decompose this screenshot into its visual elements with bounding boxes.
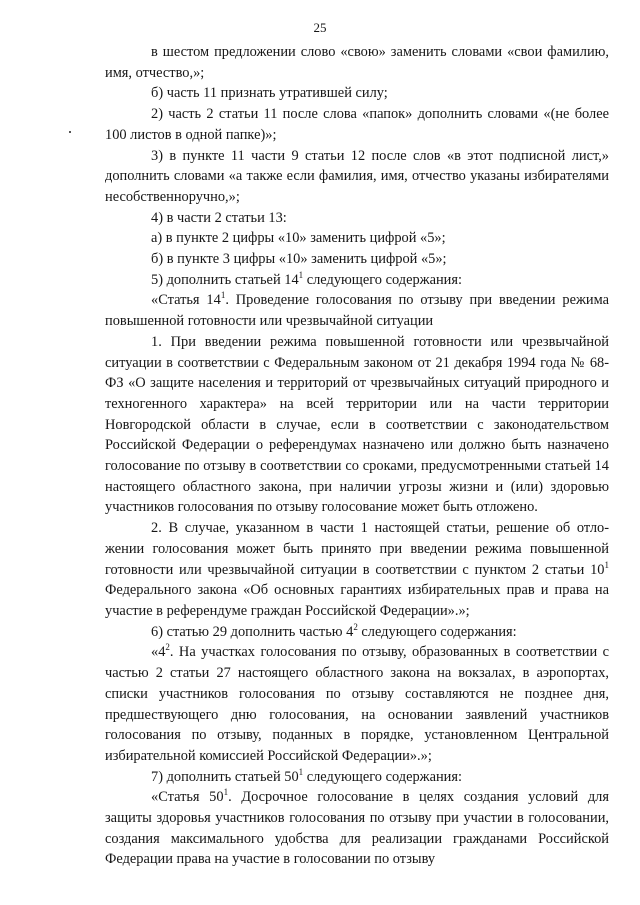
- paragraph: 2) часть 2 статьи 11 после слова «папок» дополнить словами «(не более 100 листов в одной папке)»;: [105, 106, 609, 143]
- paragraph: 5) дополнить статьей $14^1$ следующего содержания:: [151, 269, 462, 288]
- page-number: 25: [313, 20, 327, 35]
- paragraph: б) в пункте 3 цифры «10» заменить цифрой «5»;: [151, 251, 447, 268]
- paragraph: б) часть 11 признать утратившей силу;: [151, 85, 388, 102]
- paragraph: 7) дополнить статьей $50^1$ следующего содержания:: [151, 766, 462, 785]
- paragraph: 2. В случае, указанном в части 1 настоящей статьи, решение об отложении голосования может быть принято при введении режима повышенной готовности или чрезвычайной ситуации в соответствии с пунктом 2 статьи $10^1$ Федерального закона «Об основных гарантиях избирательных прав и права на участие в референдуме граждан Российской Федерации».»;: [105, 520, 609, 619]
- paragraph: 1. При введении режима повышенной готовности или чрезвычайной ситуации в соответствии с Федеральным законом от 21 декабря 1994 года № 68-ФЗ «О защите населения и территорий от чрезвычайных ситуаций природного и техногенного характера» на всей территории или на части территории Новгородской области в случае, если в соответствии с законодательством Российской Федерации о референдумах назначено или должно быть назначено голосование по отзыву в соответствии со сроками, предусмотренными статьей 14 настоящего областного закона, при наличии угрозы жизни и (или) здоровью участников голосования по отзыву голосование может быть отложено.: [105, 333, 609, 516]
- margin-mark: [69, 131, 71, 133]
- paragraph: а) в пункте 2 цифры «10» заменить цифрой «5»;: [151, 230, 446, 247]
- article-heading: «Статья $14^1$. Проведение голосования по отзыву при введении режима повышенной готовности или чрезвычайной ситуации: [105, 290, 609, 330]
- document-body: [105, 42, 609, 870]
- article-heading: «Статья $50^1$. Досрочное голосование в целях создания условий для защиты здоровья участников голосования по отзыву при участии в голосовании, создания максимального удобства для реализации гражданами Российской Федерации права на участие в голосовании по отзыву: [105, 787, 609, 868]
- paragraph: 6) статью 29 дополнить частью $4^2$ следующего содержания:: [151, 621, 517, 640]
- paragraph: 3) в пункте 11 части 9 статьи 12 после слов «в этот подписной лист,» дополнить словами «а также если фамилия, имя, отчество указаны избирателями несобственноручно,»;: [105, 147, 609, 205]
- paragraph: «$4^2$. На участках голосования по отзыву, образованных в соответствии с частью 2 статьи 27 настоящего областного закона на вокзалах, в аэропортах, списки участников голосования по отзыву составляются не позднее дня, предшествующего дню голосования, на основании заявлений участников голосования по отзыву, поданных в порядке, установленном Центральной избирательной комиссией Российской Федерации».»;: [105, 642, 609, 764]
- paragraph: в шестом предложении слово «свою» заменить словами «свои фамилию, имя, отчество,»;: [105, 44, 609, 81]
- paragraph: 4) в части 2 статьи 13:: [151, 209, 287, 226]
